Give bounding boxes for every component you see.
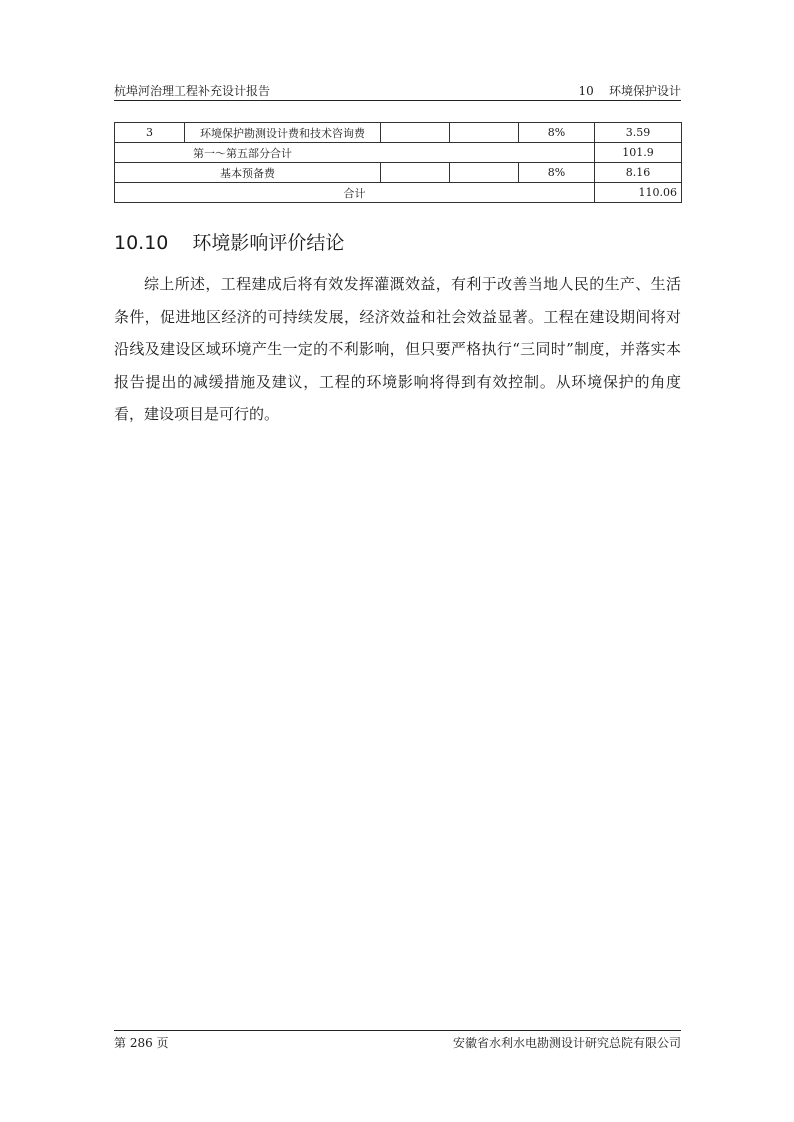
table-row	[115, 123, 682, 143]
conclusion-paragraph: 综上所述，工程建成后将有效发挥灌溉效益，有利于改善当地人民的生产、生活条件，促进地区经济的可持续发展，经济效益和社会效益显著。工程在建设期间将对沿线及建设区域环境产生一定的不利影响，但只要严格执行“三同时”制度，并落实本报告提出的减缓措施及建议，工程的环境影响将得到有效控制。从环境保护的角度看，建设项目是可行的。	[114, 275, 681, 423]
subtotal-label: 第一～第五部分合计	[115, 143, 595, 163]
table-row	[115, 163, 682, 183]
row-cell	[381, 163, 450, 183]
chapter-title: 10 环境保护设计	[578, 84, 681, 98]
cost-table	[114, 122, 682, 203]
section-title: 环境影响评价结论	[192, 232, 345, 254]
report-title: 杭埠河治理工程补充设计报告	[114, 84, 271, 98]
row-amount: 110.06	[595, 183, 682, 203]
row-amount: 8.16	[595, 163, 682, 183]
row-index: 3	[115, 123, 185, 143]
organization-name: 安徽省水利水电勘测设计研究总院有限公司	[452, 1036, 681, 1050]
row-rate: 8%	[519, 123, 595, 143]
page-header	[114, 82, 681, 101]
total-label: 合计	[115, 183, 595, 203]
row-cell	[450, 123, 519, 143]
table-row	[115, 183, 682, 203]
row-rate: 8%	[519, 163, 595, 183]
table-row	[115, 143, 682, 163]
section-heading	[114, 228, 344, 255]
reserve-label: 基本预备费	[115, 163, 381, 183]
page-number: 第 286 页	[114, 1036, 169, 1050]
page-footer	[114, 1030, 681, 1050]
row-cell	[450, 163, 519, 183]
row-amount: 101.9	[595, 143, 682, 163]
row-item: 环境保护勘测设计费和技术咨询费	[185, 123, 381, 143]
section-number: 10.10	[114, 232, 169, 254]
row-amount: 3.59	[595, 123, 682, 143]
row-cell	[381, 123, 450, 143]
